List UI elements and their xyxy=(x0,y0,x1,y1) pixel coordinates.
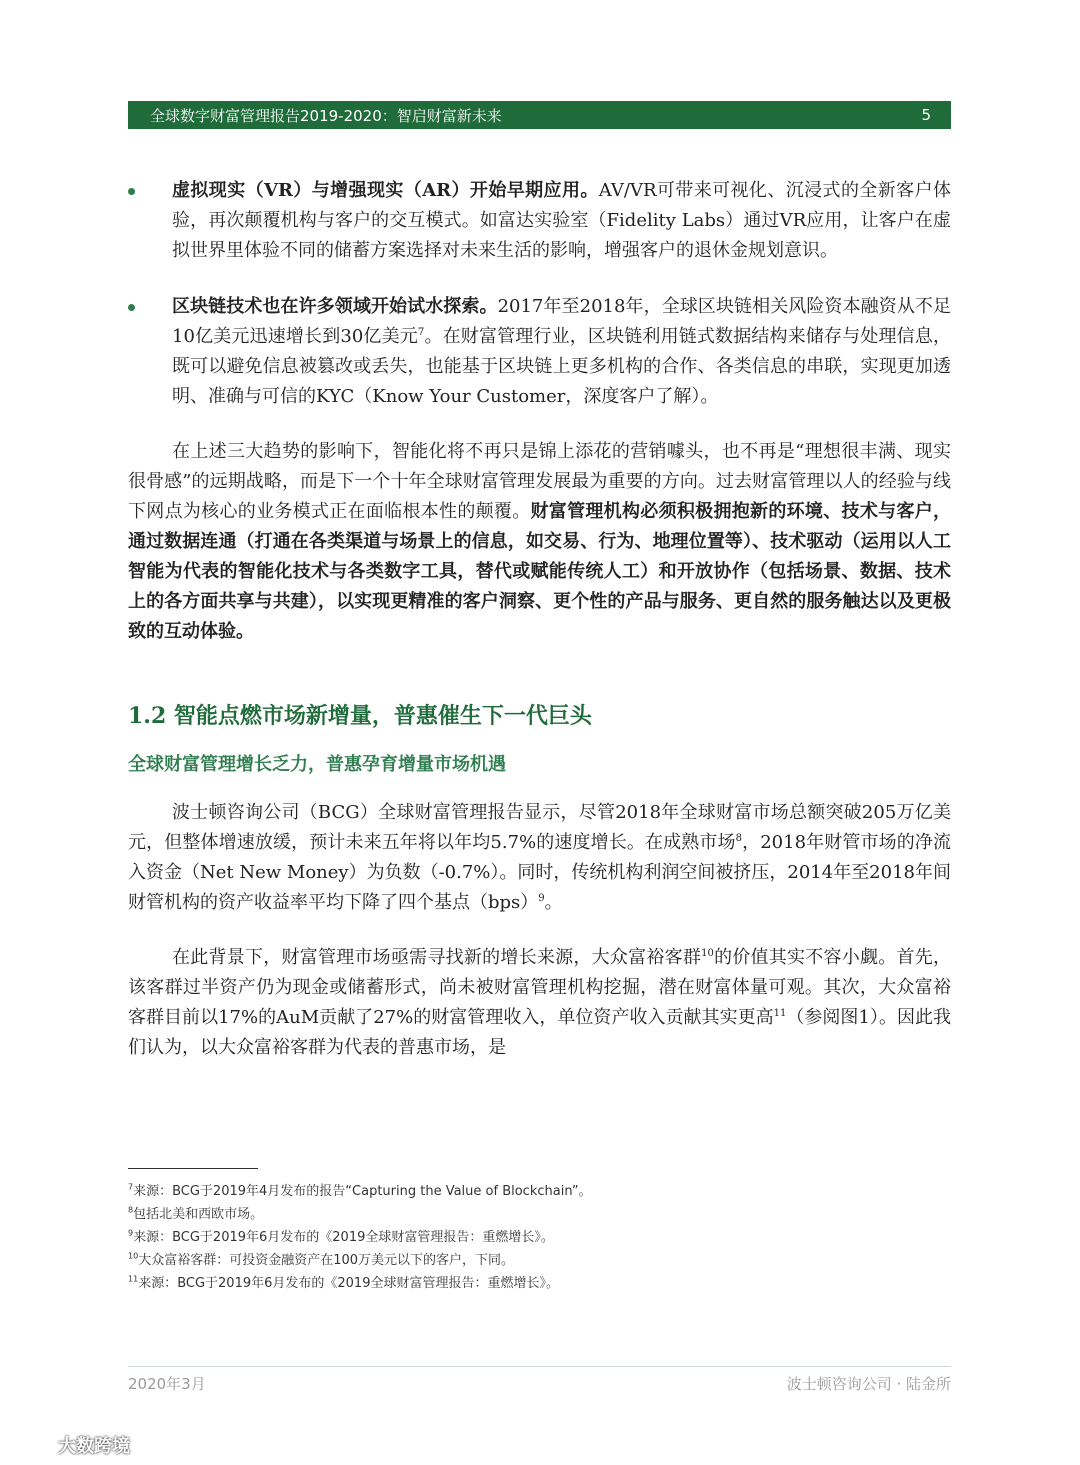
header-bar xyxy=(128,101,951,129)
paragraph-text: 波士顿咨询公司（BCG）全球财富管理报告显示，尽管2018年全球财富市场总额突破205万亿美元，但整体增速放缓，预计未来五年将以年均5.7%的速度增长。在成熟市场 xyxy=(128,802,951,853)
paragraph-text: 在上述三大趋势的影响下，智能化将不再只是锦上添花的营销噱头，也不再是“理想很丰满、现实很骨感”的远期战略，而是下一个十年全球财富管理发展最为重要的方向。过去财富管理以人的经验与线下网点为核心的业务模式正在面临根本性的颠覆。 xyxy=(128,441,951,522)
bullet-blockchain xyxy=(128,292,951,412)
paragraph-bcg xyxy=(128,798,951,918)
paragraph-trends xyxy=(128,437,951,647)
bullet-text: 。在财富管理行业，区块链利用链式数据结构来储存与处理信息，既可以避免信息被篡改或丢失，也能基于区块链上更多机构的合作、各类信息的串联，实现更加透明、准确与可信的KYC（Know Your Customer，深度客户了解）。 xyxy=(172,326,951,407)
watermark-logo-icon xyxy=(12,1434,52,1456)
footnote-number: 10 xyxy=(128,1251,139,1261)
footer-publishers: 波士顿咨询公司 · 陆金所 xyxy=(786,1374,951,1393)
footnote-10 xyxy=(128,1249,951,1272)
footnote-ref: 8 xyxy=(735,833,742,844)
bullet-dot xyxy=(128,188,135,195)
watermark-text: 大数跨境 xyxy=(58,1436,130,1457)
footnote-ref: 11 xyxy=(773,1008,787,1019)
footnote-text: 大众富裕客群：可投资金融资产在100万美元以下的客户，下同。 xyxy=(138,1253,515,1268)
footnote-8 xyxy=(128,1203,951,1226)
paragraph-bold-text: 财富管理机构必须积极拥抱新的环境、技术与客户，通过数据连通（打通在各类渠道与场景上的信息，如交易、行为、地理位置等）、技术驱动（运用以人工智能为代表的智能化技术与各类数字工具，替代或赋能传统人工）和开放协作（包括场景、数据、技术上的各方面共享与共建），以实现更精准的客户洞察、更个性的产品与服务、更自然的服务触达以及更极致的互动体验。 xyxy=(128,501,951,642)
footnote-9 xyxy=(128,1226,951,1249)
bullet-vr-ar xyxy=(128,176,951,266)
main-content xyxy=(128,176,951,1063)
footnote-text: 来源：BCG于2019年6月发布的《2019全球财富管理报告：重燃增长》。 xyxy=(138,1276,559,1291)
section-subheading: 全球财富管理增长乏力，普惠孕育增量市场机遇 xyxy=(128,754,506,775)
paragraph-text: 。 xyxy=(544,892,563,913)
footnote-ref: 10 xyxy=(701,948,714,959)
footnote-divider xyxy=(128,1168,258,1169)
footnote-number: 9 xyxy=(128,1228,134,1238)
page-footer xyxy=(128,1371,951,1395)
footnote-ref: 9 xyxy=(538,893,545,904)
footnote-11 xyxy=(128,1272,951,1295)
footnote-text: 包括北美和西欧市场。 xyxy=(133,1207,264,1222)
bullet-heading: 虚拟现实（VR）与增强现实（AR）开始早期应用。 xyxy=(172,180,599,201)
footnote-number: 7 xyxy=(128,1182,134,1192)
section-heading: 1.2 智能点燃市场新增量，普惠催生下一代巨头 xyxy=(128,703,592,729)
bullet-heading: 区块链技术也在许多领域开始试水探索。 xyxy=(172,296,498,317)
bullet-text: 2017年至2018年，全球区块链相关风险资本融资从不足10亿美元迅速增长到30亿美元 xyxy=(172,296,951,347)
watermark xyxy=(12,1432,130,1458)
footnote-7 xyxy=(128,1180,951,1203)
report-title: 全球数字财富管理报告2019-2020：智启财富新未来 xyxy=(150,106,502,125)
footnote-text: 来源：BCG于2019年6月发布的《2019全球财富管理报告：重燃增长》。 xyxy=(133,1230,554,1245)
footer-divider xyxy=(128,1366,951,1367)
footnote-ref: 7 xyxy=(417,327,425,338)
paragraph-text: 在此背景下，财富管理市场亟需寻找新的增长来源，大众富裕客群 xyxy=(172,947,702,968)
footer-date: 2020年3月 xyxy=(128,1374,206,1393)
paragraph-text: ，2018年财管市场的净流入资金（Net New Money）为负数（-0.7%）。同时，传统机构利润空间被挤压，2014年至2018年间财管机构的资产收益率平均下降了四个基点（bps） xyxy=(128,832,952,913)
footnote-text: 来源：BCG于2019年4月发布的报告“Capturing the Value of Blockchain”。 xyxy=(133,1184,592,1199)
page-number: 5 xyxy=(921,106,931,124)
paragraph-mass-affluent xyxy=(128,943,951,1063)
footnote-number: 8 xyxy=(128,1205,134,1215)
paragraph-text: （参阅图1）。因此我们认为，以大众富裕客群为代表的普惠市场，是 xyxy=(128,1007,951,1058)
bullet-text: AV/VR可带来可视化、沉浸式的全新客户体验，再次颠覆机构与客户的交互模式。如富达实验室（Fidelity Labs）通过VR应用，让客户在虚拟世界里体验不同的储蓄方案选择对未来生活的影响，增强客户的退休金规划意识。 xyxy=(172,180,951,261)
footnotes xyxy=(128,1180,951,1295)
bullet-dot xyxy=(128,304,135,311)
paragraph-text: 的价值其实不容小觑。首先，该客群过半资产仍为现金或储蓄形式，尚未被财富管理机构挖掘，潜在财富体量可观。其次，大众富裕客群目前以17%的AuM贡献了27%的财富管理收入，单位资产收入贡献其实更高 xyxy=(128,947,952,1028)
footnote-number: 11 xyxy=(128,1274,139,1284)
